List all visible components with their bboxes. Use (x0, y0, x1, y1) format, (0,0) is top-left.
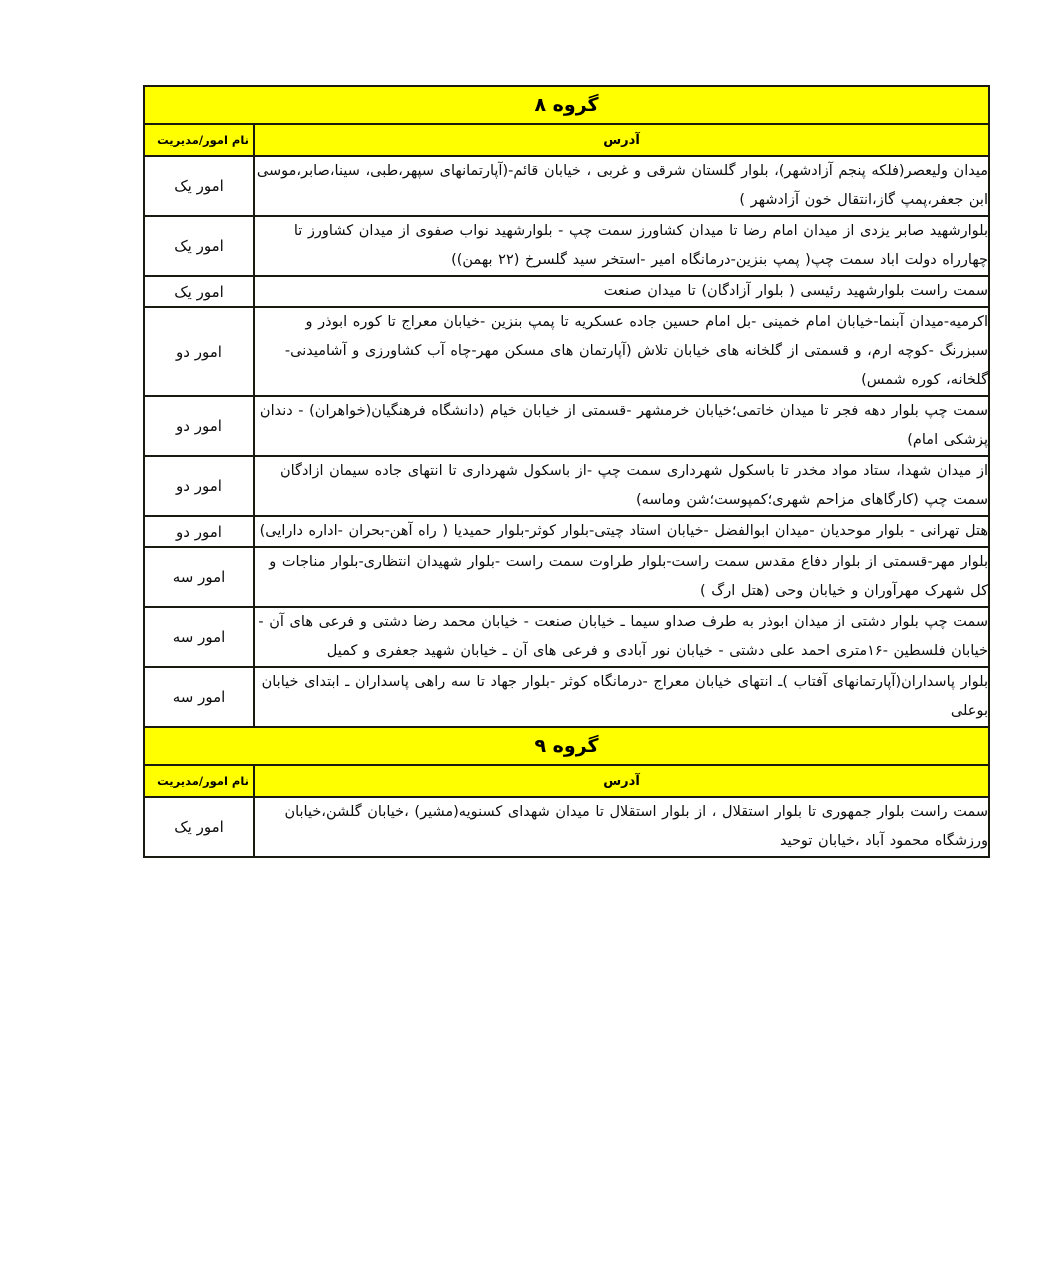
table-row (144, 396, 989, 456)
management-cell: امور یک (144, 797, 254, 857)
address-cell: بلوار مهر-قسمتی از بلوار دفاع مقدس سمت راست-بلوار طراوت سمت راست -بلوار شهیدان انتظاری-بلوار مناجات و کل شهرک مهرآوران و خیابان وحی (هتل ارگ ) (254, 547, 989, 607)
power-outage-schedule-table (143, 85, 990, 858)
group-banner-row (144, 86, 989, 124)
table-row (144, 456, 989, 516)
table-row (144, 797, 989, 857)
table-row (144, 276, 989, 307)
address-cell: سمت چپ بلوار دهه فجر تا میدان خاتمی؛خیابان خرمشهر -قسمتی از خیابان خیام (دانشگاه فرهنگیان(خواهران) - دندان پزشکی امام) (254, 396, 989, 456)
schedule-table-container (145, 85, 990, 858)
group-title: گروه ۸ (144, 86, 989, 124)
address-cell: هتل تهرانی - بلوار موحدیان -میدان ابوالفضل -خیابان استاد چیتی-بلوار کوثر-بلوار حمیدیا ( راه آهن-بحران -اداره دارایی) (254, 516, 989, 547)
table-row (144, 547, 989, 607)
table-row (144, 607, 989, 667)
column-header-row (144, 765, 989, 797)
column-header-row (144, 124, 989, 156)
table-row (144, 667, 989, 727)
management-cell: امور یک (144, 156, 254, 216)
address-cell: اکرمیه-میدان آبنما-خیابان امام خمینی -بل امام حسین جاده عسکریه تا پمپ بنزین -خیابان معراج تا کوره ابوذر و سبزرنگ -کوچه ارم، و قسمتی از گلخانه های خیابان تلاش (آپارتمان های مسکن مهر-چاه آب کشاورزی و آشامیدنی-گلخانه، کوره شمس) (254, 307, 989, 396)
address-cell: بلوارشهید صابر یزدی از میدان امام رضا تا میدان کشاورز سمت چپ - بلوارشهید نواب صفوی از میدان کشاورز تا چهارراه دولت اباد سمت چپ( پمپ بنزین-درمانگاه امیر -استخر سید گلسرخ (۲۲ بهمن)) (254, 216, 989, 276)
management-cell: امور سه (144, 667, 254, 727)
management-cell: امور دو (144, 307, 254, 396)
address-cell: سمت راست بلوارشهید رئیسی ( بلوار آزادگان) تا میدان صنعت (254, 276, 989, 307)
address-column-header: آدرس (254, 765, 989, 797)
address-cell: بلوار پاسداران(آپارتمانهای آفتاب )ـ انتهای خیابان معراج -درمانگاه کوثر -بلوار جهاد تا سه راهی پاسداران ـ ابتدای خیابان بوعلی (254, 667, 989, 727)
table-row (144, 307, 989, 396)
management-cell: امور سه (144, 547, 254, 607)
management-cell: امور دو (144, 456, 254, 516)
management-column-header: نام امور/مدیریت (144, 765, 254, 797)
address-cell: میدان ولیعصر(فلکه پنجم آزادشهر)، بلوار گلستان شرقی و غربی ، خیابان قائم-(آپارتمانهای سپهر،طبی، سینا،صابر،موسی ابن جعفر،پمپ گاز،انتقال خون آزادشهر ) (254, 156, 989, 216)
group-banner-row (144, 727, 989, 765)
management-cell: امور سه (144, 607, 254, 667)
address-cell: از میدان شهدا، ستاد مواد مخدر تا باسکول شهرداری سمت چپ -از باسکول شهرداری تا انتهای جاده سیمان ازادگان سمت چپ (کارگاهای مزاحم شهری؛کمپوست؛شن وماسه) (254, 456, 989, 516)
management-cell: امور یک (144, 216, 254, 276)
table-row (144, 156, 989, 216)
address-cell: سمت چپ بلوار دشتی از میدان ابوذر به طرف صداو سیما ـ خیابان صنعت - خیابان محمد رضا دشتی و فرعی های آن - خیابان فلسطین -۱۶متری احمد علی دشتی - خیابان نور آبادی و فرعی های آن ـ خیابان شهید جعفری و کمیل (254, 607, 989, 667)
management-cell: امور دو (144, 396, 254, 456)
address-cell: سمت راست بلوار جمهوری تا بلوار استقلال ، از بلوار استقلال تا میدان شهدای کسنویه(مشیر) ،خیابان گلشن،خیابان ورزشگاه محمود آباد ،خیابان توحید (254, 797, 989, 857)
management-column-header: نام امور/مدیریت (144, 124, 254, 156)
table-row (144, 516, 989, 547)
address-column-header: آدرس (254, 124, 989, 156)
management-cell: امور یک (144, 276, 254, 307)
table-row (144, 216, 989, 276)
management-cell: امور دو (144, 516, 254, 547)
group-title: گروه ۹ (144, 727, 989, 765)
